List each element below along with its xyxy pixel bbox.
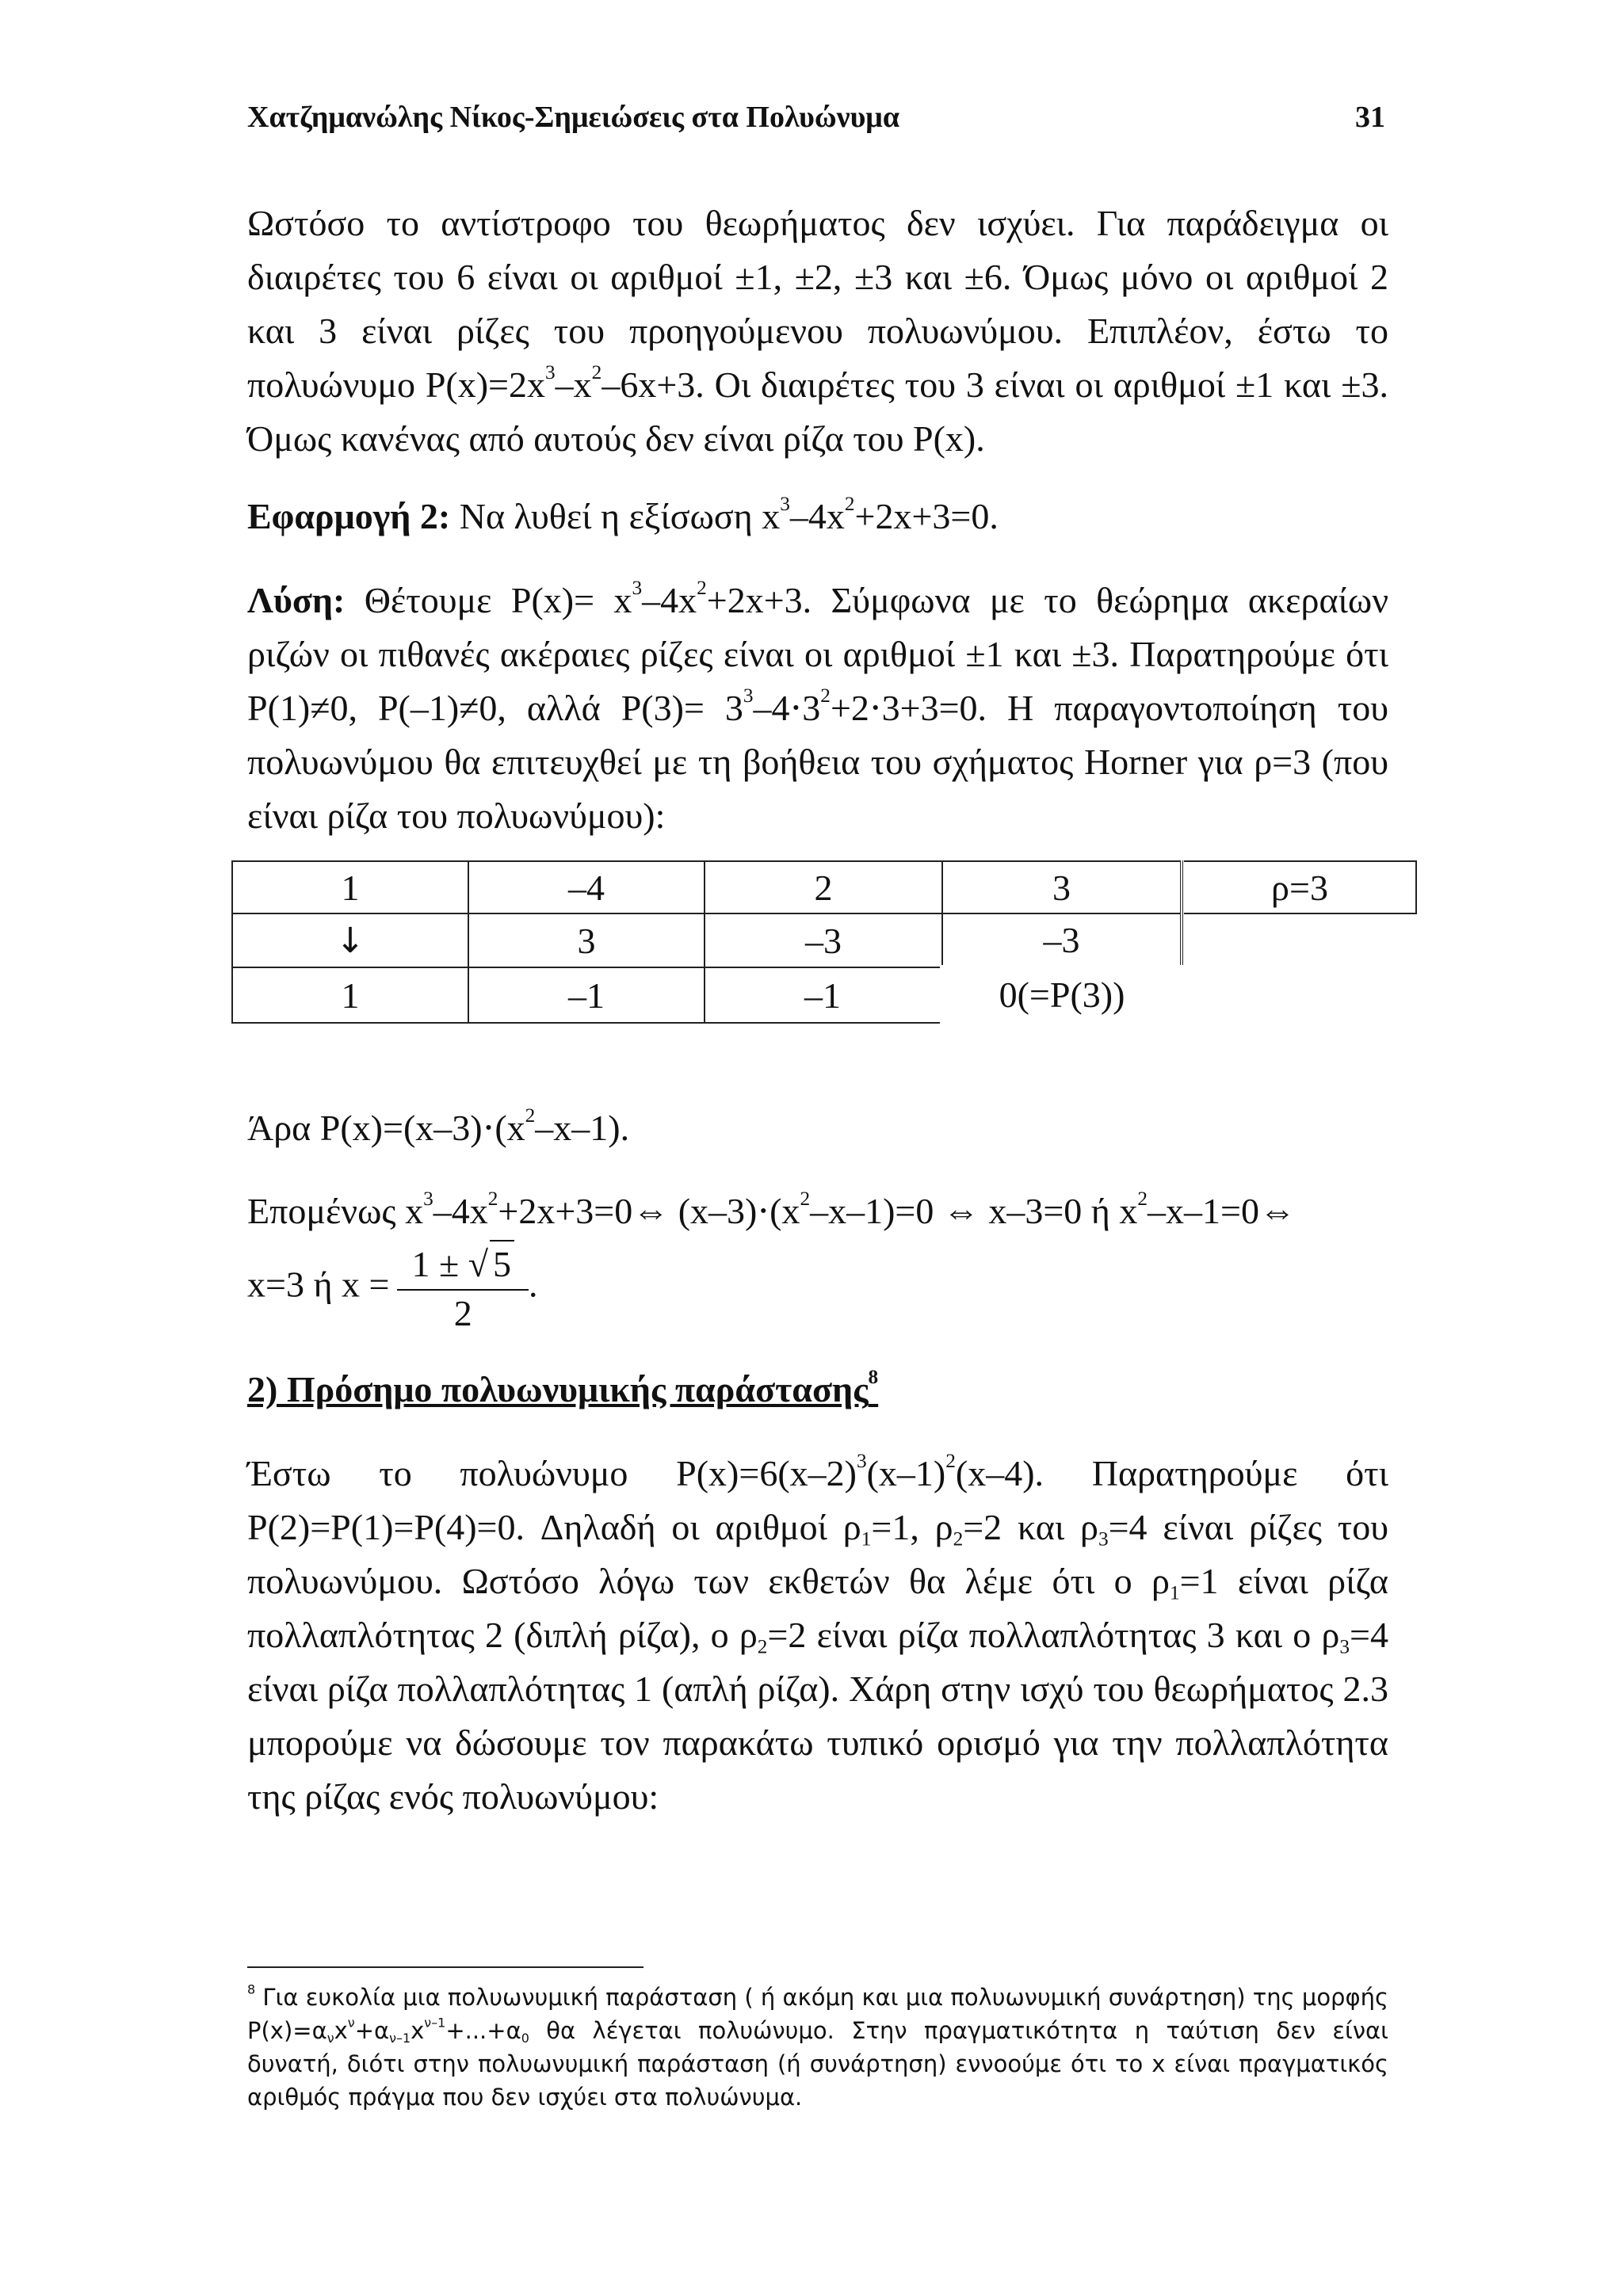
horner-cell: 3 bbox=[468, 913, 705, 967]
paragraph-multiplicity bbox=[247, 1447, 1388, 1824]
footnote-text: x bbox=[334, 2017, 348, 2044]
subscript: 0 bbox=[521, 2030, 529, 2046]
subscript: 1 bbox=[861, 1527, 872, 1550]
exponent: 3 bbox=[423, 1188, 433, 1211]
solution-text: –4x bbox=[642, 580, 697, 620]
exponent: 2 bbox=[697, 577, 707, 600]
result-text: Άρα P(x)=(x–3)⋅(x bbox=[247, 1108, 525, 1148]
equivalence-text: –4x bbox=[433, 1191, 488, 1231]
horner-cell: –3 bbox=[705, 913, 942, 967]
page-header bbox=[247, 100, 1385, 135]
exponent: 2 bbox=[844, 493, 855, 516]
footnote-mark: 8 bbox=[247, 1981, 256, 1997]
para2-text: =1, ρ bbox=[871, 1507, 953, 1547]
exponent: 2 bbox=[820, 685, 831, 707]
footnote-text: +α bbox=[354, 2017, 390, 2044]
subscript: 3 bbox=[1339, 1635, 1350, 1658]
equivalence-text: –x–1)=0 ⇔ x–3=0 ή x bbox=[810, 1191, 1138, 1231]
remainder-value: 0(=P(3)) bbox=[945, 970, 1179, 1020]
horner-row-coefficients bbox=[232, 861, 1416, 913]
footnote-divider bbox=[247, 1966, 643, 1968]
sqrt-icon: √ bbox=[468, 1244, 488, 1284]
subscript: 2 bbox=[953, 1527, 964, 1550]
fraction-denominator: 2 bbox=[453, 1293, 472, 1333]
footnote-text: +...+α bbox=[445, 2017, 521, 2044]
para2-text: =2 και ρ bbox=[963, 1507, 1098, 1547]
horner-cell: 3 bbox=[942, 861, 1182, 913]
application-label: Εφαρμογή 2: bbox=[247, 496, 451, 536]
paragraph-converse bbox=[247, 196, 1388, 466]
para1-text: –6x+3. Οι διαιρέτες του 3 είναι οι αριθμοί ±1 και ±3. Όμως κανένας από αυτούς δεν είναι ρίζα του P(x). bbox=[247, 364, 1388, 459]
horner-cell: –4 bbox=[468, 861, 705, 913]
horner-root-label: ρ=3 bbox=[1184, 861, 1416, 913]
para1-text: –x bbox=[555, 364, 592, 405]
equivalence-text: Επομένως x bbox=[247, 1191, 424, 1231]
horner-cell: –3 bbox=[942, 913, 1182, 967]
solution-text: Θέτουμε P(x)= x bbox=[345, 580, 632, 620]
para2-text: =4 είναι ρίζες του πολυωνύμου. Ωστόσο λόγω των εκθετών θα λέμε ότι ο ρ bbox=[247, 1507, 1389, 1601]
equivalence-text: –x–1=0⇔ bbox=[1148, 1191, 1296, 1231]
solution-paragraph bbox=[247, 574, 1388, 843]
horner-cell: 1 bbox=[232, 967, 468, 1023]
horner-row-products bbox=[232, 913, 1416, 967]
equivalence-line bbox=[247, 1184, 1388, 1238]
exponent: 3 bbox=[743, 685, 754, 707]
sqrt-argument: 5 bbox=[490, 1240, 514, 1287]
horner-empty-cell bbox=[1184, 913, 1416, 967]
factorization-result bbox=[247, 1101, 1388, 1155]
horner-cell: 2 bbox=[705, 861, 942, 913]
result-text: –x–1). bbox=[535, 1108, 630, 1148]
application-statement bbox=[247, 490, 1388, 543]
exponent: 2 bbox=[487, 1188, 498, 1211]
footnote-text: x bbox=[411, 2017, 425, 2044]
subscript: ν–1 bbox=[389, 2030, 411, 2046]
para2-text: =1 είναι ρίζα πολλαπλότητας 2 (διπλή ρίζα), ο ρ bbox=[247, 1561, 1388, 1655]
para2-text: =2 είναι ρίζα πολλαπλότητας 3 και ο ρ bbox=[767, 1615, 1340, 1655]
numerator-text: 1 ± bbox=[411, 1244, 468, 1284]
horner-cell: –1 bbox=[705, 967, 942, 1023]
root-fraction bbox=[397, 1240, 529, 1337]
page-number: 31 bbox=[1355, 101, 1385, 134]
down-arrow-icon: ↓ bbox=[232, 913, 468, 967]
footnote-reference[interactable]: 8 bbox=[868, 1366, 879, 1389]
exponent: 3 bbox=[632, 577, 643, 600]
subscript: 2 bbox=[757, 1635, 768, 1658]
exponent: ν bbox=[347, 2015, 355, 2031]
exponent: 2 bbox=[800, 1188, 811, 1211]
application-text: –4x bbox=[789, 496, 845, 536]
section-title-text: 2) Πρόσημο πολυωνυμικής παράστασης bbox=[247, 1369, 869, 1409]
horner-cell: 1 bbox=[232, 861, 468, 913]
horner-table bbox=[231, 860, 1417, 1025]
para1-text: Ωστόσο το αντίστροφο του θεωρήματος δεν ισχύει. Για παράδειγμα οι διαιρέτες του 6 είναι οι αριθμοί ±1, ±2, ±3 και ±6. Όμως μόνο οι αριθμοί 2 και 3 είναι ρίζες του προηγούμενου πολυωνύμου. Επιπλέον, έστω το πολυώνυμο P(x)=2x bbox=[247, 203, 1388, 405]
solution-label: Λύση: bbox=[247, 580, 346, 620]
horner-row-results bbox=[232, 967, 1416, 1023]
footnote bbox=[247, 1981, 1388, 2114]
exponent: 2 bbox=[525, 1104, 536, 1127]
application-text: Να λυθεί η εξίσωση x bbox=[450, 496, 781, 536]
exponent: 2 bbox=[945, 1450, 956, 1473]
fraction-numerator bbox=[397, 1240, 529, 1291]
solution-text: +2⋅3+3=0. Η παραγοντοποίηση του πολυωνύμου θα επιτευχθεί με τη βοήθεια του σχήματος Horner για ρ=3 (που είναι ρίζα του πολυωνύμου): bbox=[247, 688, 1388, 836]
subscript: 1 bbox=[1169, 1581, 1180, 1604]
header-title: Χατζημανώλης Νίκος-Σημειώσεις στα Πολυώνυμα bbox=[247, 101, 900, 134]
para2-text: =4 είναι ρίζα πολλαπλότητας 1 (απλή ρίζα). Χάρη στην ισχύ του θεωρήματος 2.3 μπορούμε να δώσουμε τον παρακάτω τυπικό ορισμό για την πολλαπλότητα της ρίζας ενός πολυωνύμου: bbox=[247, 1615, 1388, 1817]
roots-line bbox=[247, 1240, 1388, 1337]
application-text: +2x+3=0. bbox=[854, 496, 999, 536]
para2-text: Έστω το πολυώνυμο P(x)=6(x–2) bbox=[247, 1453, 857, 1493]
solution-text: +2x+3. Σύμφωνα με το θεώρημα ακεραίων ριζών οι πιθανές ακέραιες ρίζες είναι οι αριθμοί ±1 και ±3. Παρατηρούμε ότι P(1)≠0, P(–1)≠0, αλλά P(3)= 3 bbox=[247, 580, 1389, 728]
section-heading bbox=[247, 1368, 878, 1410]
solution-text: –4⋅3 bbox=[753, 688, 821, 728]
exponent: 2 bbox=[1137, 1188, 1148, 1211]
exponent: ν–1 bbox=[424, 2015, 446, 2031]
horner-cell: –1 bbox=[468, 967, 705, 1023]
exponent: 2 bbox=[591, 361, 602, 384]
footnote-text: Για ευκολία μια πολυωνυμική παράσταση ( ή ακόμη και μια πολυωνυμική συνάρτηση) της μορφής P(x)=α bbox=[247, 1984, 1388, 2044]
para2-text: (x–1) bbox=[866, 1453, 946, 1493]
equivalence-text: +2x+3=0⇔ (x–3)⋅(x bbox=[498, 1191, 800, 1231]
exponent: 3 bbox=[856, 1450, 867, 1473]
footnote-text: θα λέγεται πολυώνυμο. Στην πραγματικότητα η ταύτιση δεν είναι δυνατή, διότι στην πολυωνυμική παράσταση (ή συνάρτηση) εννοούμε ότι το x είναι πραγματικός αριθμός πράγμα που δεν ισχύει στα πολυώνυμα. bbox=[247, 2017, 1388, 2111]
subscript: ν bbox=[327, 2030, 334, 2046]
subscript: 3 bbox=[1098, 1527, 1109, 1550]
para2-text: (x–4). Παρατηρούμε ότι P(2)=P(1)=P(4)=0. Δηλαδή οι αριθμοί ρ bbox=[247, 1453, 1388, 1547]
roots-suffix: . bbox=[528, 1264, 538, 1305]
exponent: 3 bbox=[545, 361, 556, 384]
exponent: 3 bbox=[780, 493, 790, 516]
horner-remainder-cell bbox=[942, 967, 1182, 1023]
roots-prefix: x=3 ή x = bbox=[247, 1264, 390, 1305]
horner-empty-cell bbox=[1184, 967, 1416, 1023]
